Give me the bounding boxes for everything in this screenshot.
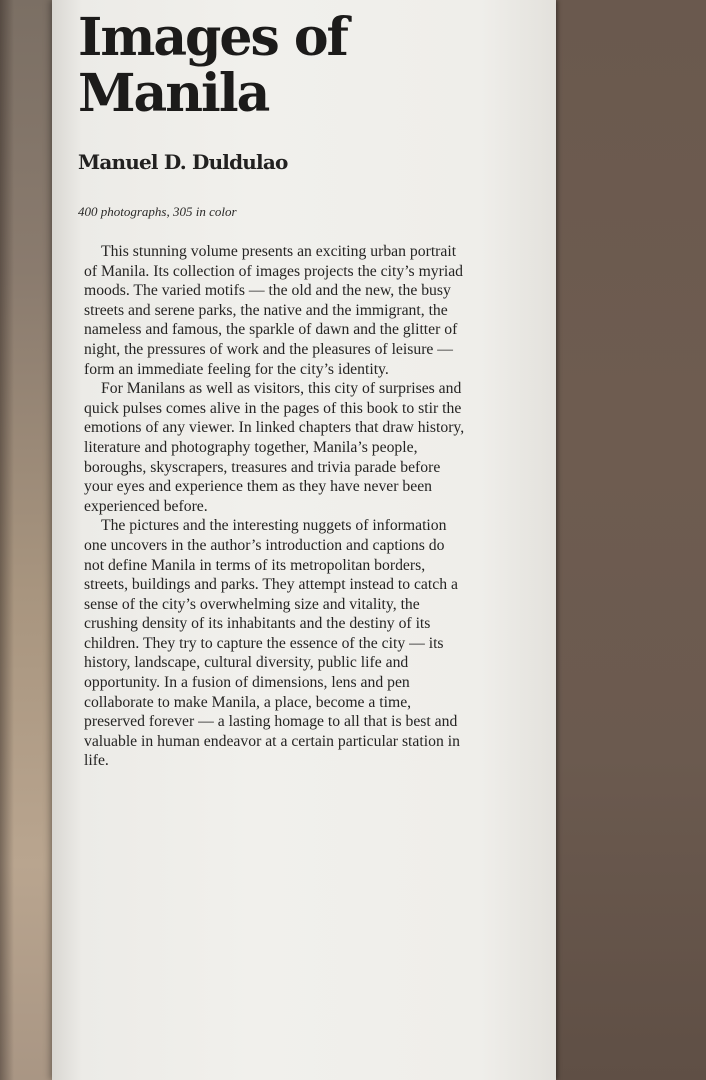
- book-blurb: [84, 242, 468, 771]
- book-author: Manuel D. Duldulao: [78, 150, 288, 174]
- background-left-shadow: [0, 0, 14, 1080]
- blurb-paragraph-3: The pictures and the interesting nuggets of information one uncovers in the author’s introduction and captions do not define Manila in terms of its metropolitan borders, streets, buildings and parks. They attempt instead to catch a sense of the city’s overwhelming size and vitality, the crushing density of its inhabitants and the destiny of its children. They try to capture the essence of the city — its history, landscape, cultural diversity, public life and opportunity. In a fusion of dimensions, lens and pen collaborate to make Manila, a place, become a time, preserved forever — a lasting homage to all that is best and valuable in human endeavor at a certain particular station in life.: [84, 517, 460, 770]
- book-title: [78, 7, 398, 124]
- blurb-paragraph-1: This stunning volume presents an exciting urban portrait of Manila. Its collection of images projects the city’s myriad moods. The varied motifs — the old and the new, the busy streets and serene parks, the native and the immigrant, the nameless and famous, the sparkle of dawn and the glitter of night, the pressures of work and the pleasures of leisure — form an immediate feeling for the city’s identity.: [84, 243, 464, 378]
- photo-count-tagline: 400 photographs, 305 in color: [78, 204, 237, 219]
- blurb-paragraph-2: For Manilans as well as visitors, this city of surprises and quick pulses comes alive in the pages of this book to stir the emotions of any viewer. In linked chapters that draw history, literature and photography together, Manila’s people, boroughs, skyscrapers, treasures and trivia parade before your eyes and experience them as they have never been experienced before.: [84, 380, 465, 515]
- book-title-line-1: Images of: [78, 7, 347, 68]
- background-right: [556, 0, 706, 1080]
- book-title-line-2: Manila: [78, 63, 269, 124]
